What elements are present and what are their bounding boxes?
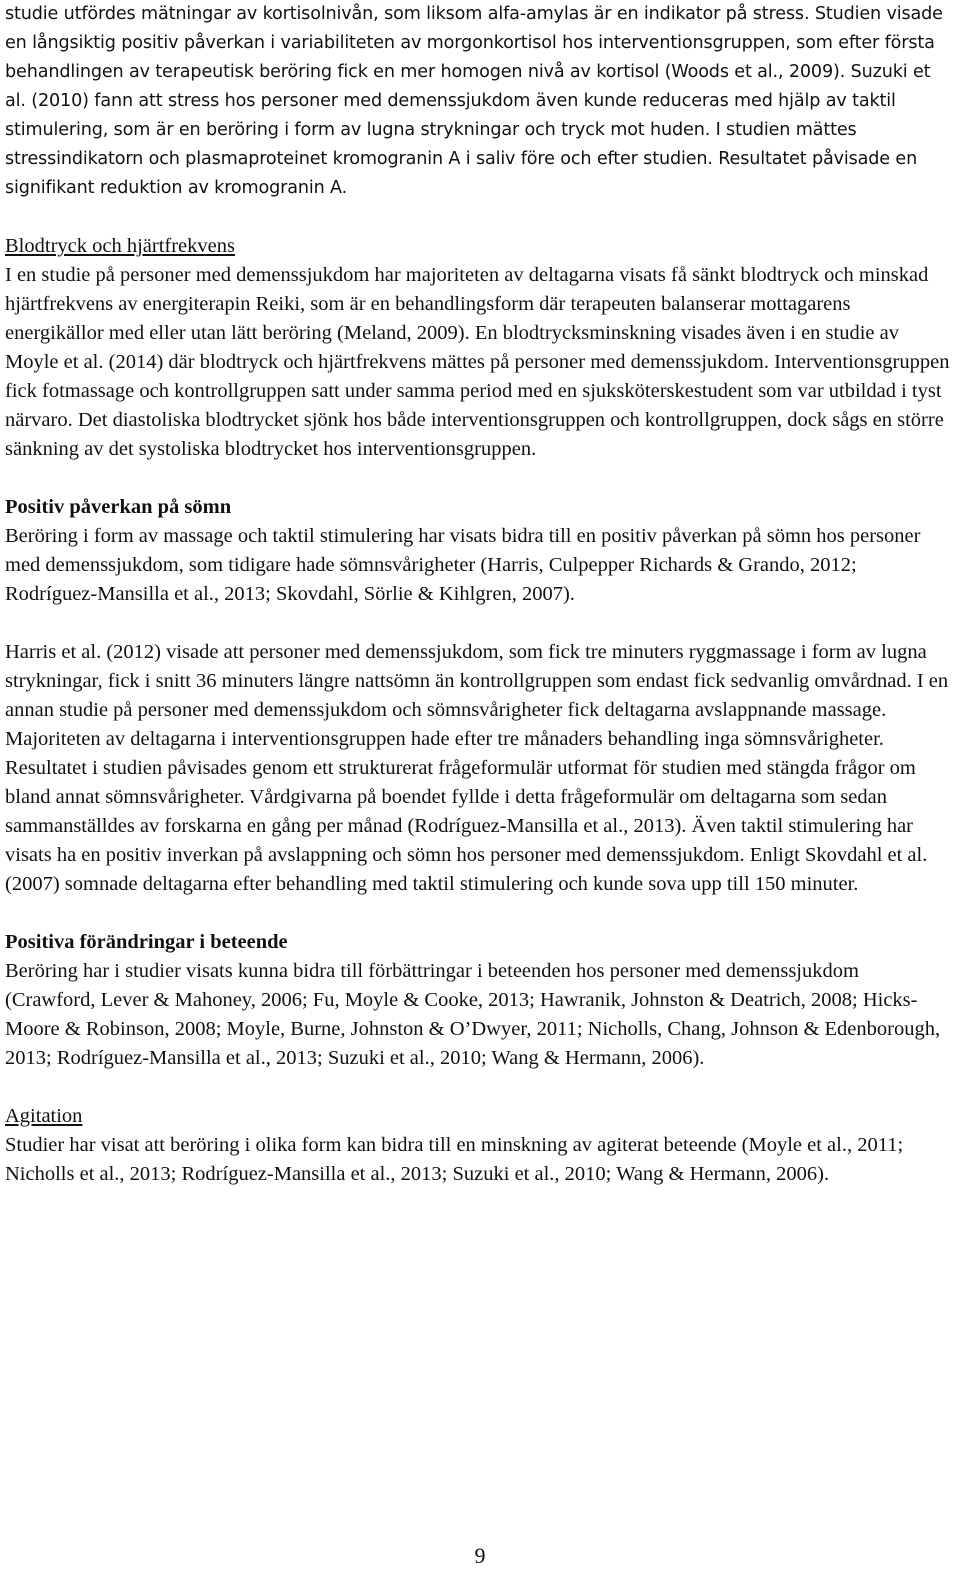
spacer	[5, 1073, 950, 1102]
blodtryck-paragraph: I en studie på personer med demenssjukdom har majoriteten av deltagarna visats få sänkt blodtryck och minskad hjärtfrekvens av energiterapin Reiki, som är en behandlingsform där terapeuten balanserar mottagarens energikällor med eller utan lätt beröring (Meland, 2009). En blodtrycksminskning visades även i en studie av Moyle et al. (2014) där blodtryck och hjärtfrekvens mättes på personer med demenssjukdom. Interventionsgruppen fick fotmassage och kontrollgruppen satt under samma period med en sjuksköterskestudent som var utbildad i tyst närvaro. Det diastoliska blodtrycket sjönk hos både interventionsgruppen och kontrollgruppen, dock sågs en större sänkning av det systoliska blodtrycket hos interventionsgruppen.	[5, 264, 950, 460]
page-number: 9	[474, 1543, 486, 1568]
harris-paragraph: Harris et al. (2012) visade att personer med demenssjukdom, som fick tre minuters ryggmassage i form av lugna strykningar, fick i snitt 36 minuters längre nattsömn än kontrollgruppen som endast fick sedvanlig omvårdnad. I en annan studie på personer med demenssjukdom och sömnsvårigheter fick deltagarna avslappnande massage. Majoriteten av deltagarna i interventionsgruppen hade efter tre månaders behandling inga sömnsvårigheter. Resultatet i studien påvisades genom ett strukturerat frågeformulär utformat för studien med stängda frågor om bland annat sömnsvårigheter. Vårdgivarna på boendet fyllde i detta frågeformulär om deltagarna som sedan sammanställdes av forskarna en gång per månad (Rodríguez-Mansilla et al., 2013). Även taktil stimulering har visats ha en positiv inverkan på avslappning och sömn hos personer med demenssjukdom. Enligt Skovdahl et al. (2007) somnade deltagarna efter behandling med taktil stimulering och kunde sova upp till 150 minuter.	[5, 641, 949, 895]
spacer	[5, 203, 950, 232]
spacer	[5, 464, 950, 493]
intro-paragraph: studie utfördes mätningar av kortisolnivån, som liksom alfa-amylas är en indikator på stress. Studien visade en långsiktig positiv påverkan i variabiliteten av morgonkortisol hos interventionsgruppen, som efter första behandlingen av terapeutisk beröring fick en mer homogen nivå av kortisol (Woods et al., 2009). Suzuki et al. (2010) fann att stress hos personer med demenssjukdom även kunde reduceras med hjälp av taktil stimulering, som är en beröring i form av lugna strykningar och tryck mot huden. I studien mättes stressindikatorn och plasmaproteinet kromogranin A i saliv före och efter studien. Resultatet påvisade en signifikant reduktion av kromogranin A.	[5, 4, 943, 198]
agitation-paragraph: Studier har visat att beröring i olika form kan bidra till en minskning av agiterat beteende (Moyle et al., 2011; Nicholls et al., 2013; Rodríguez-Mansilla et al., 2013; Suzuki et al., 2010; Wang & Hermann, 2006).	[5, 1134, 904, 1185]
spacer	[5, 609, 950, 638]
beteende-paragraph: Beröring har i studier visats kunna bidra till förbättringar i beteenden hos personer med demenssjukdom (Crawford, Lever & Mahoney, 2006; Fu, Moyle & Cooke, 2013; Hawranik, Johnston & Deatrich, 2008; Hicks-Moore & Robinson, 2008; Moyle, Burne, Johnston & O’Dwyer, 2011; Nicholls, Chang, Johnson & Edenborough, 2013; Rodríguez-Mansilla et al., 2013; Suzuki et al., 2010; Wang & Hermann, 2006).	[5, 960, 941, 1069]
spacer	[5, 899, 950, 928]
document-page	[5, 0, 950, 1189]
heading-beteende: Positiva förändringar i beteende	[5, 931, 288, 953]
heading-somn: Positiv påverkan på sömn	[5, 496, 232, 518]
somn-paragraph: Beröring i form av massage och taktil stimulering har visats bidra till en positiv påverkan på sömn hos personer med demenssjukdom, som tidigare hade sömnsvårigheter (Harris, Culpepper Richards & Grando, 2012; Rodríguez-Mansilla et al., 2013; Skovdahl, Sörlie & Kihlgren, 2007).	[5, 525, 921, 605]
heading-agitation: Agitation	[5, 1105, 83, 1127]
heading-blodtryck: Blodtryck och hjärtfrekvens	[5, 235, 235, 257]
